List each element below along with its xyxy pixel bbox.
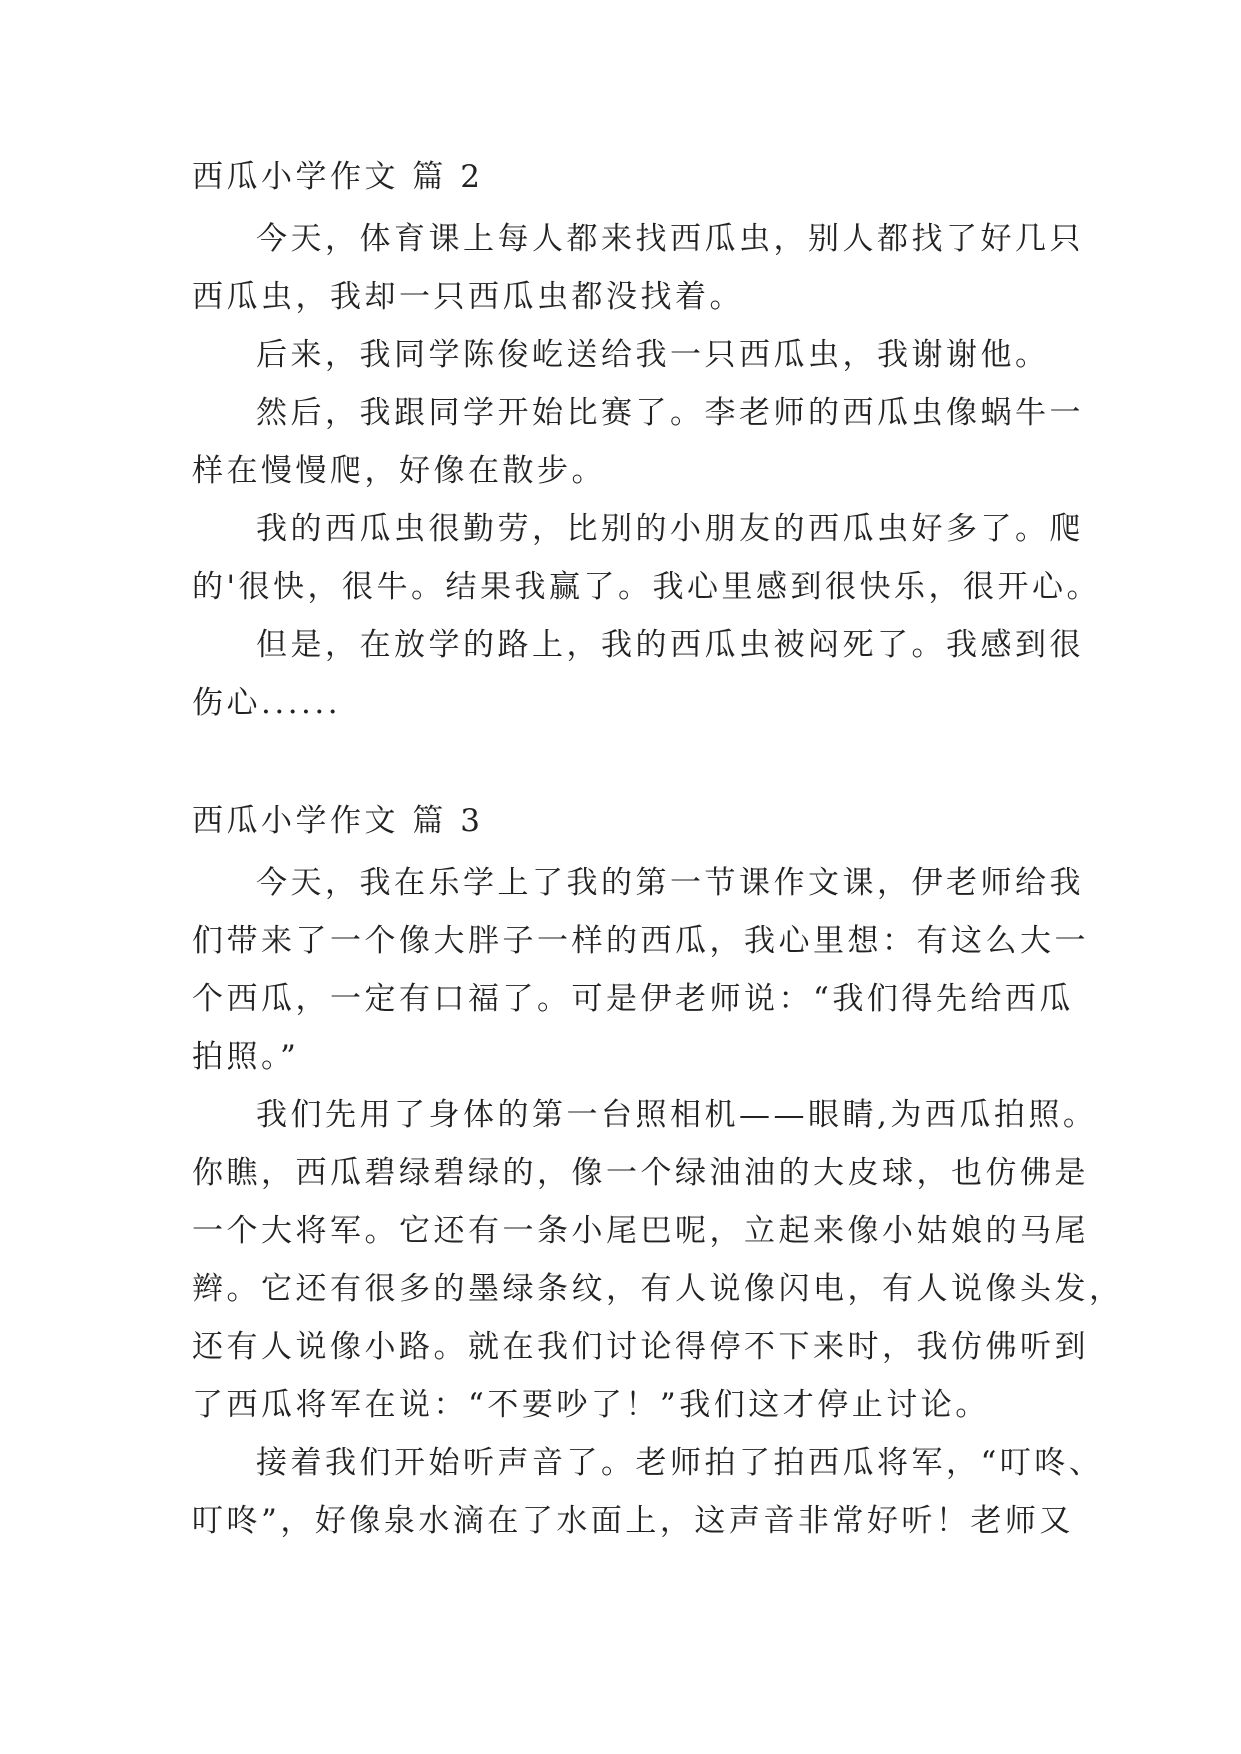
paragraph-line: 接着我们开始听声音了。老师拍了拍西瓜将军，“叮咚、 (256, 1445, 1104, 1481)
paragraph-line: 今天，我在乐学上了我的第一节课作文课，伊老师给我 (256, 865, 1084, 901)
paragraph-line: 伤心...... (192, 685, 342, 721)
paragraph-line: 西瓜虫，我却一只西瓜虫都没找着。 (192, 279, 744, 315)
paragraph-line: 们带来了一个像大胖子一样的西瓜，我心里想：有这么大一 (192, 923, 1089, 959)
paragraph-line: 然后，我跟同学开始比赛了。李老师的西瓜虫像蜗牛一 (256, 395, 1084, 431)
paragraph-line: 拍照。” (192, 1039, 300, 1075)
paragraph-line: 我们先用了身体的第一台照相机——眼睛,为西瓜拍照。 (256, 1097, 1098, 1133)
paragraph-line: 叮咚”，好像泉水滴在了水面上，这声音非常好听！老师又 (192, 1503, 1074, 1539)
section-heading: 西瓜小学作文 篇 3 (192, 803, 484, 839)
paragraph-line: 后来，我同学陈俊屹送给我一只西瓜虫，我谢谢他。 (256, 337, 1050, 373)
paragraph-line: 了西瓜将军在说：“不要吵了！”我们这才停止讨论。 (192, 1387, 990, 1423)
paragraph-line: 还有人说像小路。就在我们讨论得停不下来时，我仿佛听到 (192, 1329, 1089, 1365)
paragraph-line: 辫。它还有很多的墨绿条纹，有人说像闪电，有人说像头发， (192, 1271, 1124, 1307)
paragraph-line: 你瞧，西瓜碧绿碧绿的，像一个绿油油的大皮球，也仿佛是 (192, 1155, 1089, 1191)
paragraph-line: 我的西瓜虫很勤劳，比别的小朋友的西瓜虫好多了。爬 (256, 511, 1084, 547)
paragraph-line: 但是，在放学的路上，我的西瓜虫被闷死了。我感到很 (256, 627, 1084, 663)
paragraph-line: 一个大将军。它还有一条小尾巴呢，立起来像小姑娘的马尾 (192, 1213, 1089, 1249)
paragraph-line: 今天，体育课上每人都来找西瓜虫，别人都找了好几只 (256, 221, 1084, 257)
paragraph-line: 的'很快，很牛。结果我赢了。我心里感到很快乐，很开心。 (192, 569, 1102, 605)
paragraph-line: 个西瓜，一定有口福了。可是伊老师说：“我们得先给西瓜 (192, 981, 1074, 1017)
section-heading: 西瓜小学作文 篇 2 (192, 159, 484, 195)
paragraph-line: 样在慢慢爬，好像在散步。 (192, 453, 606, 489)
